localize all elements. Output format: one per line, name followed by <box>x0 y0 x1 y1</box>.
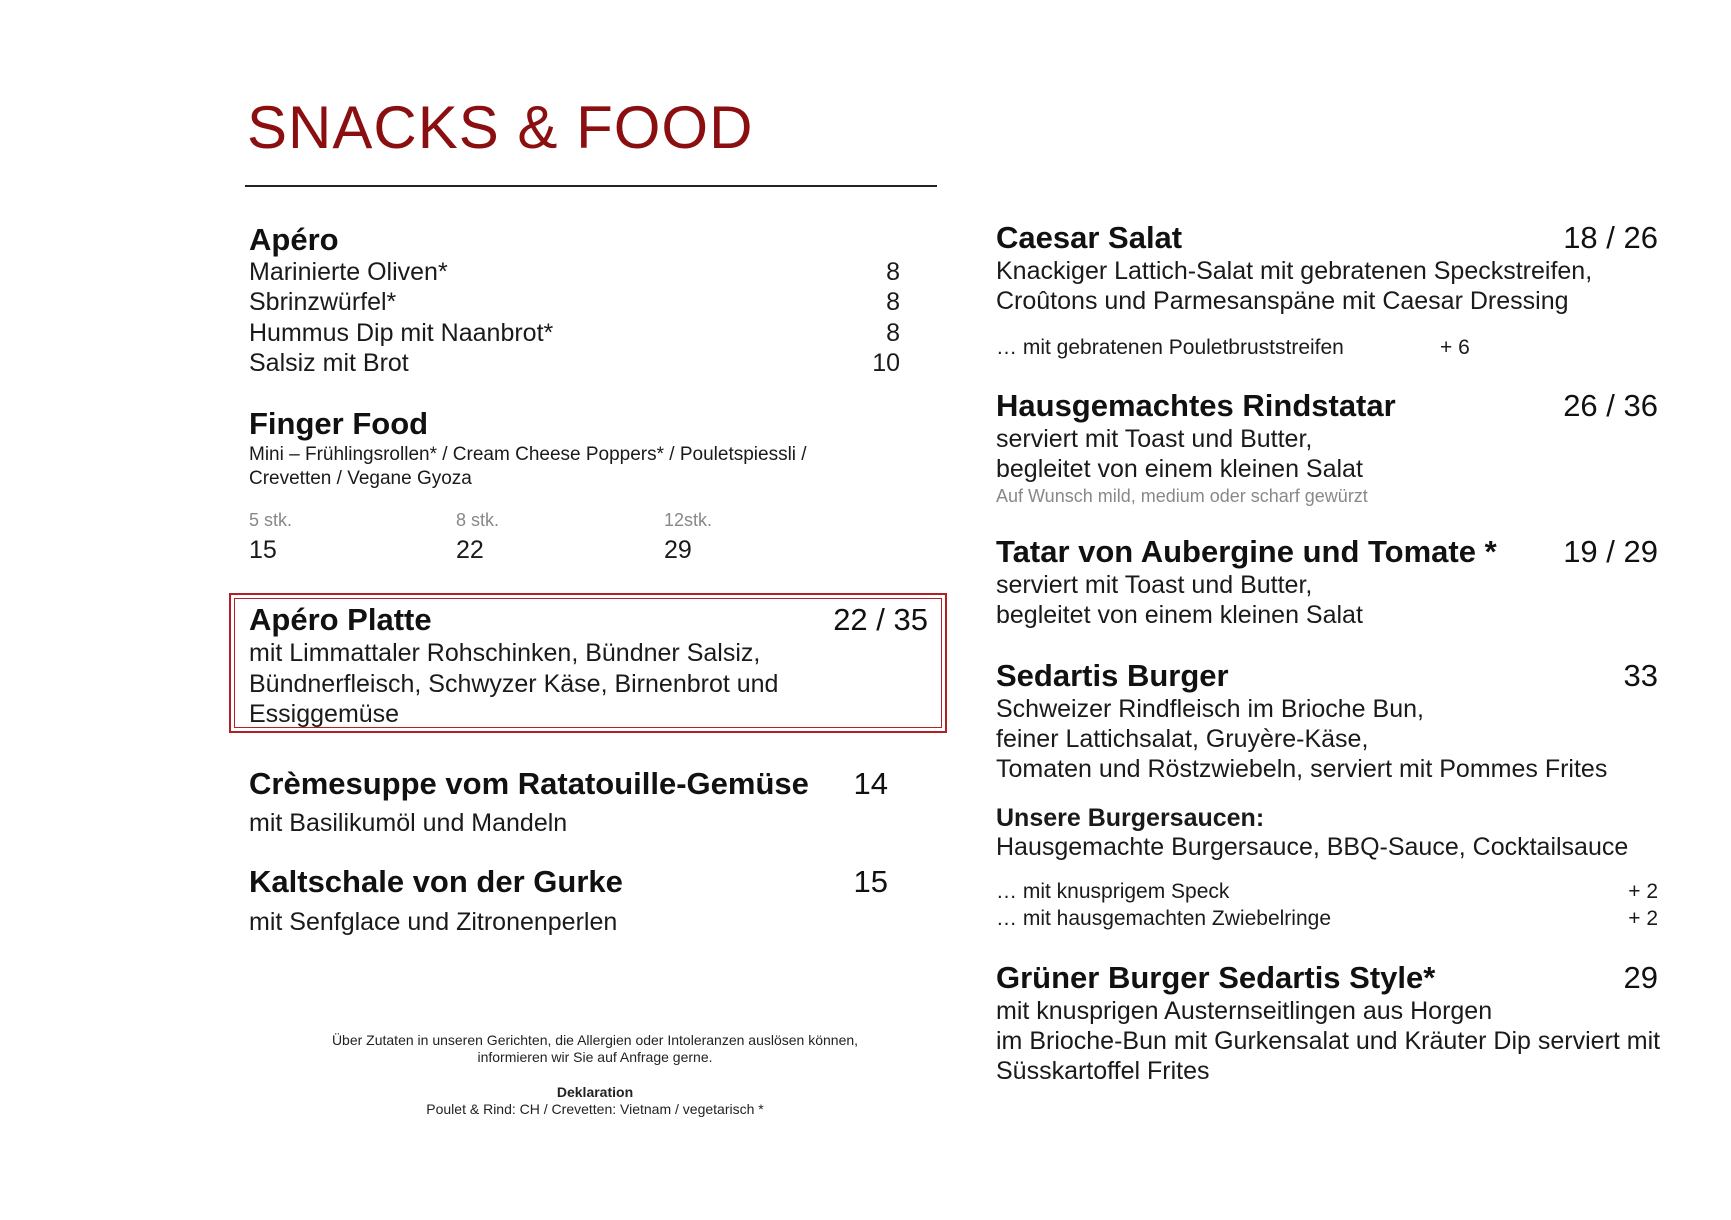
allergy-note: Über Zutaten in unseren Gerichten, die Allergien oder Intoleranzen auslösen können, <box>331 1032 859 1048</box>
finger-food-size-label: 5 stk. <box>249 510 293 530</box>
apero-item-price: 8 <box>886 258 900 286</box>
burger-extra: … mit knusprigem Speck <box>996 880 1230 903</box>
apero-item-price: 8 <box>886 319 900 347</box>
burger-description: Schweizer Rindfleisch im Brioche Bun, <box>996 695 1424 723</box>
finger-food-description: Crevetten / Vegane Gyoza <box>249 468 472 489</box>
caesar-extra-price: + 6 <box>1440 336 1470 359</box>
burger-extra: … mit hausgemachten Zwiebelringe <box>996 907 1331 930</box>
gruener-burger-description: mit knusprigen Austernseitlingen aus Horgen <box>996 997 1493 1025</box>
apero-platte-description: Bündnerfleisch, Schwyzer Käse, Birnenbrot und <box>249 670 779 698</box>
allergy-note: informieren wir Sie auf Anfrage gerne. <box>477 1049 713 1065</box>
cremesuppe-heading: Crèmesuppe vom Ratatouille-Gemüse <box>249 766 809 801</box>
aubergine-description: serviert mit Toast und Butter, <box>996 571 1313 599</box>
finger-food-heading: Finger Food <box>249 406 429 441</box>
rindstatar-description: begleitet von einem kleinen Salat <box>996 455 1363 483</box>
caesar-extra: … mit gebratenen Pouletbruststreifen <box>996 336 1344 359</box>
caesar-description: Knackiger Lattich-Salat mit gebratenen Speckstreifen, <box>996 257 1593 285</box>
kaltschale-heading: Kaltschale von der Gurke <box>249 864 623 899</box>
kaltschale-description: mit Senfglace und Zitronenperlen <box>249 908 618 936</box>
burger-extra-price: + 2 <box>1628 907 1658 930</box>
apero-item-name: Marinierte Oliven* <box>249 258 448 286</box>
burger-sauces: Hausgemachte Burgersauce, BBQ-Sauce, Cocktailsauce <box>996 833 1629 861</box>
cremesuppe-description: mit Basilikumöl und Mandeln <box>249 809 568 837</box>
kaltschale-price: 15 <box>853 864 888 899</box>
apero-platte-description: Essiggemüse <box>249 700 400 728</box>
apero-item-price: 10 <box>872 349 900 377</box>
aubergine-heading: Tatar von Aubergine und Tomate * <box>996 534 1497 569</box>
gruener-burger-price: 29 <box>1623 960 1658 995</box>
burger-description: Tomaten und Röstzwiebeln, serviert mit Pommes Frites <box>996 755 1608 783</box>
burger-price: 33 <box>1623 658 1658 693</box>
rindstatar-note: Auf Wunsch mild, medium oder scharf gewürzt <box>996 486 1368 506</box>
finger-food-size-price: 29 <box>664 536 692 564</box>
apero-platte-description: mit Limmattaler Rohschinken, Bündner Salsiz, <box>249 639 761 667</box>
gruener-burger-description: im Brioche-Bun mit Gurkensalat und Kräuter Dip serviert mit <box>996 1027 1661 1055</box>
burger-description: feiner Lattichsalat, Gruyère-Käse, <box>996 725 1369 753</box>
apero-item-name: Sbrinzwürfel* <box>249 288 397 316</box>
apero-item-name: Salsiz mit Brot <box>249 349 409 377</box>
rindstatar-price: 26 / 36 <box>1563 388 1658 423</box>
finger-food-description: Mini – Frühlingsrollen* / Cream Cheese Poppers* / Pouletspiessli / <box>249 444 807 465</box>
apero-platte-heading: Apéro Platte <box>249 602 432 637</box>
burger-extra-price: + 2 <box>1628 880 1658 903</box>
caesar-heading: Caesar Salat <box>996 220 1183 255</box>
gruener-burger-description: Süsskartoffel Frites <box>996 1057 1210 1085</box>
rindstatar-heading: Hausgemachtes Rindstatar <box>996 388 1396 423</box>
rindstatar-description: serviert mit Toast und Butter, <box>996 425 1313 453</box>
finger-food-size-price: 22 <box>456 536 484 564</box>
declaration-title: Deklaration <box>556 1084 634 1100</box>
declaration-text: Poulet & Rind: CH / Crevetten: Vietnam / vegetarisch * <box>426 1101 764 1117</box>
aubergine-price: 19 / 29 <box>1563 534 1658 569</box>
page-title: SNACKS & FOOD <box>247 94 754 161</box>
caesar-price: 18 / 26 <box>1563 220 1658 255</box>
burger-sauces-heading: Unsere Burgersaucen: <box>996 804 1265 832</box>
apero-item-price: 8 <box>886 288 900 316</box>
apero-heading: Apéro <box>249 222 339 257</box>
aubergine-description: begleitet von einem kleinen Salat <box>996 601 1363 629</box>
cremesuppe-price: 14 <box>853 766 888 801</box>
finger-food-size-label: 8 stk. <box>456 510 500 530</box>
gruener-burger-heading: Grüner Burger Sedartis Style* <box>996 960 1436 995</box>
apero-platte-price: 22 / 35 <box>833 602 928 637</box>
title-divider <box>245 185 937 187</box>
burger-heading: Sedartis Burger <box>996 658 1229 693</box>
apero-item-name: Hummus Dip mit Naanbrot* <box>249 319 554 347</box>
caesar-description: Croûtons und Parmesanspäne mit Caesar Dressing <box>996 287 1569 315</box>
finger-food-size-price: 15 <box>249 536 277 564</box>
finger-food-size-label: 12stk. <box>664 510 713 530</box>
